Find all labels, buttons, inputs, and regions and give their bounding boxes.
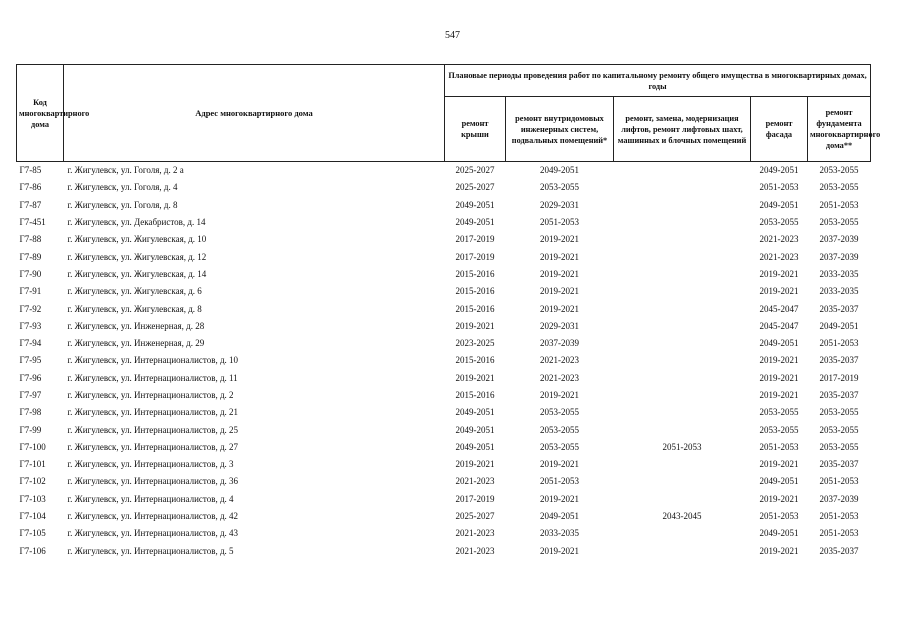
row-address: г. Жигулевск, ул. Интернационалистов, д. 10 xyxy=(67,355,239,366)
row-code: Г7-93 xyxy=(19,320,42,331)
header-systems: ремонт внутридомовых инженерных систем, подвальных помещений* xyxy=(506,97,614,162)
row-lifts-period xyxy=(614,248,751,265)
row-lifts-period xyxy=(614,283,751,300)
row-foundation-period: 2053-2055 xyxy=(819,424,859,435)
row-systems-period: 2049-2051 xyxy=(540,511,579,522)
row-systems-period: 2051-2053 xyxy=(540,476,579,487)
header-foundation: ремонт фундамента многоквартирного дома** xyxy=(808,97,871,162)
row-facade-period: 2051-2053 xyxy=(759,511,799,522)
row-lifts-period xyxy=(614,491,751,508)
row-systems-period: 2019-2021 xyxy=(540,545,579,556)
row-roof-period: 2019-2021 xyxy=(455,320,495,331)
row-code: Г7-99 xyxy=(19,424,42,435)
table-row xyxy=(17,283,871,300)
row-foundation-period: 2037-2039 xyxy=(819,234,859,245)
row-systems-period: 2053-2055 xyxy=(540,182,579,193)
row-lifts-period xyxy=(614,387,751,404)
row-facade-period: 2019-2021 xyxy=(759,286,799,297)
table-row xyxy=(17,439,871,456)
row-foundation-period: 2049-2051 xyxy=(819,320,859,331)
row-facade-period: 2019-2021 xyxy=(759,459,799,470)
row-roof-period: 2017-2019 xyxy=(455,251,495,262)
row-code: Г7-100 xyxy=(19,441,46,452)
table-row xyxy=(17,266,871,283)
row-foundation-period: 2035-2037 xyxy=(819,303,859,314)
row-address: г. Жигулевск, ул. Гоголя, д. 8 xyxy=(67,199,178,210)
row-systems-period: 2049-2051 xyxy=(540,165,579,176)
row-roof-period: 2021-2023 xyxy=(455,476,495,487)
row-address: г. Жигулевск, ул. Инженерная, д. 29 xyxy=(67,338,205,349)
row-roof-period: 2017-2019 xyxy=(455,493,495,504)
row-facade-period: 2019-2021 xyxy=(759,372,799,383)
row-systems-period: 2019-2021 xyxy=(540,303,579,314)
row-facade-period: 2045-2047 xyxy=(759,303,799,314)
table-row xyxy=(17,543,871,560)
row-facade-period: 2019-2021 xyxy=(759,545,799,556)
row-foundation-period: 2051-2053 xyxy=(819,511,859,522)
row-systems-period: 2053-2055 xyxy=(540,424,579,435)
header-lifts: ремонт, замена, модернизация лифтов, ремонт лифтовых шахт, машинных и блочных помещений xyxy=(614,97,751,162)
row-systems-period: 2053-2055 xyxy=(540,407,579,418)
row-address: г. Жигулевск, ул. Интернационалистов, д. 4 xyxy=(67,493,234,504)
table-row xyxy=(17,473,871,490)
row-code: Г7-88 xyxy=(19,234,42,245)
row-roof-period: 2021-2023 xyxy=(455,545,495,556)
row-roof-period: 2049-2051 xyxy=(455,407,495,418)
row-roof-period: 2021-2023 xyxy=(455,528,495,539)
row-address: г. Жигулевск, ул. Жигулевская, д. 10 xyxy=(67,234,207,245)
row-code: Г7-103 xyxy=(19,493,46,504)
row-roof-period: 2019-2021 xyxy=(455,372,495,383)
table-row xyxy=(17,197,871,214)
table-row xyxy=(17,456,871,473)
row-foundation-period: 2053-2055 xyxy=(819,165,859,176)
row-roof-period: 2049-2051 xyxy=(455,217,495,228)
table-row xyxy=(17,404,871,421)
row-lifts-period xyxy=(614,370,751,387)
header-planned-periods: Плановые периоды проведения работ по капитальному ремонту общего имущества в многоквартирных домах, годы xyxy=(445,65,871,97)
row-roof-period: 2049-2051 xyxy=(455,424,495,435)
row-foundation-period: 2053-2055 xyxy=(819,441,859,452)
row-address: г. Жигулевск, ул. Жигулевская, д. 8 xyxy=(67,303,202,314)
row-systems-period: 2029-2031 xyxy=(540,320,579,331)
row-lifts-period xyxy=(614,179,751,196)
row-facade-period: 2045-2047 xyxy=(759,320,799,331)
table-row xyxy=(17,231,871,248)
table-row xyxy=(17,162,871,180)
row-lifts-period xyxy=(614,300,751,317)
row-foundation-period: 2051-2053 xyxy=(819,199,859,210)
row-lifts-period xyxy=(614,266,751,283)
table-row xyxy=(17,508,871,525)
row-foundation-period: 2051-2053 xyxy=(819,476,859,487)
row-code: Г7-90 xyxy=(19,268,42,279)
row-systems-period: 2019-2021 xyxy=(540,251,579,262)
row-systems-period: 2019-2021 xyxy=(540,286,579,297)
row-code: Г7-102 xyxy=(19,476,46,487)
row-systems-period: 2019-2021 xyxy=(540,390,579,400)
row-code: Г7-451 xyxy=(19,217,46,228)
row-roof-period: 2019-2021 xyxy=(455,459,495,470)
table-row xyxy=(17,248,871,265)
row-address: г. Жигулевск, ул. Инженерная, д. 28 xyxy=(67,320,205,331)
row-roof-period: 2025-2027 xyxy=(455,182,495,193)
row-facade-period: 2053-2055 xyxy=(759,217,799,228)
table-header xyxy=(17,65,881,162)
row-foundation-period: 2037-2039 xyxy=(819,493,859,504)
row-lifts-period xyxy=(614,231,751,248)
row-code: Г7-94 xyxy=(19,338,42,349)
row-foundation-period: 2035-2037 xyxy=(819,390,859,400)
header-roof: ремонт крыши xyxy=(445,97,506,162)
header-code: Код многоквартирного дома xyxy=(17,65,64,162)
row-lifts-period: 2051-2053 xyxy=(662,441,702,452)
row-foundation-period: 2017-2019 xyxy=(819,372,859,383)
row-address: г. Жигулевск, ул. Интернационалистов, д. 25 xyxy=(67,424,239,435)
row-code: Г7-101 xyxy=(19,459,46,470)
row-address: г. Жигулевск, ул. Гоголя, д. 2 а xyxy=(67,165,184,176)
table-row xyxy=(17,318,871,335)
row-address: г. Жигулевск, ул. Интернационалистов, д. 11 xyxy=(67,372,238,383)
row-lifts-period xyxy=(614,335,751,352)
row-facade-period: 2021-2023 xyxy=(759,251,799,262)
row-facade-period: 2049-2051 xyxy=(759,528,799,539)
row-roof-period: 2015-2016 xyxy=(455,355,495,366)
table-body xyxy=(17,162,871,560)
table-row xyxy=(17,370,871,387)
row-lifts-period xyxy=(614,543,751,560)
row-foundation-period: 2033-2035 xyxy=(819,286,859,297)
row-lifts-period xyxy=(614,352,751,369)
row-foundation-period: 2051-2053 xyxy=(819,528,859,539)
table-row xyxy=(17,214,871,231)
table-row xyxy=(17,300,871,317)
row-address: г. Жигулевск, ул. Интернационалистов, д. 3 xyxy=(67,459,234,470)
row-foundation-period: 2033-2035 xyxy=(819,268,859,279)
repair-schedule-table xyxy=(16,64,881,560)
row-systems-period: 2051-2053 xyxy=(540,217,579,228)
row-systems-period: 2021-2023 xyxy=(540,372,579,383)
table-row xyxy=(17,491,871,508)
row-code: Г7-86 xyxy=(19,182,42,193)
row-foundation-period: 2035-2037 xyxy=(819,355,859,366)
row-facade-period: 2019-2021 xyxy=(759,355,799,366)
row-systems-period: 2019-2021 xyxy=(540,459,579,470)
row-facade-period: 2049-2051 xyxy=(759,199,799,210)
row-systems-period: 2019-2021 xyxy=(540,268,579,279)
row-lifts-period xyxy=(614,456,751,473)
row-foundation-period: 2051-2053 xyxy=(819,338,859,349)
row-roof-period: 2015-2016 xyxy=(455,390,495,400)
row-lifts-period: 2043-2045 xyxy=(662,511,702,522)
row-roof-period: 2015-2016 xyxy=(455,303,495,314)
row-systems-period: 2053-2055 xyxy=(540,441,579,452)
row-facade-period: 2049-2051 xyxy=(759,165,799,176)
row-systems-period: 2019-2021 xyxy=(540,234,579,245)
row-code: Г7-98 xyxy=(19,407,42,418)
row-code: Г7-92 xyxy=(19,303,42,314)
row-facade-period: 2049-2051 xyxy=(759,476,799,487)
row-foundation-period: 2037-2039 xyxy=(819,251,859,262)
header-facade: ремонт фасада xyxy=(751,97,808,162)
row-address: г. Жигулевск, ул. Интернационалистов, д. 2 xyxy=(67,390,234,400)
row-address: г. Жигулевск, ул. Интернационалистов, д. 21 xyxy=(67,407,239,418)
row-facade-period: 2019-2021 xyxy=(759,268,799,279)
row-address: г. Жигулевск, ул. Интернационалистов, д. 43 xyxy=(67,528,239,539)
row-address: г. Жигулевск, ул. Гоголя, д. 4 xyxy=(67,182,178,193)
row-roof-period: 2017-2019 xyxy=(455,234,495,245)
row-roof-period: 2025-2027 xyxy=(455,511,495,522)
row-facade-period: 2049-2051 xyxy=(759,338,799,349)
row-address: г. Жигулевск, ул. Интернационалистов, д. 5 xyxy=(67,545,234,556)
row-lifts-period xyxy=(614,473,751,490)
table-row xyxy=(17,352,871,369)
table-row xyxy=(17,387,871,404)
row-foundation-period: 2053-2055 xyxy=(819,217,859,228)
row-address: г. Жигулевск, ул. Жигулевская, д. 12 xyxy=(67,251,207,262)
row-roof-period: 2023-2025 xyxy=(455,338,495,349)
table-row xyxy=(17,421,871,438)
row-code: Г7-96 xyxy=(19,372,42,383)
row-facade-period: 2019-2021 xyxy=(759,390,799,400)
row-facade-period: 2053-2055 xyxy=(759,407,799,418)
row-foundation-period: 2035-2037 xyxy=(819,545,859,556)
row-address: г. Жигулевск, ул. Интернационалистов, д. 36 xyxy=(67,476,239,487)
row-facade-period: 2051-2053 xyxy=(759,182,799,193)
row-lifts-period xyxy=(614,214,751,231)
row-facade-period: 2019-2021 xyxy=(759,493,799,504)
row-lifts-period xyxy=(614,318,751,335)
row-lifts-period xyxy=(614,525,751,542)
row-roof-period: 2049-2051 xyxy=(455,199,495,210)
table-row xyxy=(17,525,871,542)
table-row xyxy=(17,335,871,352)
row-roof-period: 2015-2016 xyxy=(455,268,495,279)
row-lifts-period xyxy=(614,197,751,214)
row-address: г. Жигулевск, ул. Интернационалистов, д. 42 xyxy=(67,511,239,522)
row-facade-period: 2053-2055 xyxy=(759,424,799,435)
row-address: г. Жигулевск, ул. Жигулевская, д. 14 xyxy=(67,268,207,279)
row-code: Г7-104 xyxy=(19,511,46,522)
row-foundation-period: 2053-2055 xyxy=(819,407,859,418)
row-code: Г7-91 xyxy=(19,286,42,297)
row-lifts-period xyxy=(614,404,751,421)
row-lifts-period xyxy=(614,162,751,180)
row-systems-period: 2029-2031 xyxy=(540,199,579,210)
row-roof-period: 2025-2027 xyxy=(455,165,495,176)
row-foundation-period: 2035-2037 xyxy=(819,459,859,470)
header-address: Адрес многоквартирного дома xyxy=(64,65,445,162)
row-systems-period: 2019-2021 xyxy=(540,493,579,504)
row-code: Г7-89 xyxy=(19,251,42,262)
row-roof-period: 2015-2016 xyxy=(455,286,495,297)
row-systems-period: 2033-2035 xyxy=(540,528,579,539)
row-facade-period: 2021-2023 xyxy=(759,234,799,245)
row-lifts-period xyxy=(614,421,751,438)
repair-schedule-table-container xyxy=(16,64,881,560)
row-code: Г7-85 xyxy=(19,165,42,176)
row-code: Г7-95 xyxy=(19,355,42,366)
row-code: Г7-106 xyxy=(19,545,46,556)
row-systems-period: 2037-2039 xyxy=(540,338,579,349)
row-address: г. Жигулевск, ул. Декабристов, д. 14 xyxy=(67,217,206,228)
row-address: г. Жигулевск, ул. Жигулевская, д. 6 xyxy=(67,286,202,297)
row-roof-period: 2049-2051 xyxy=(455,441,495,452)
row-address: г. Жигулевск, ул. Интернационалистов, д. 27 xyxy=(67,441,239,452)
page-number: 547 xyxy=(445,30,460,41)
row-foundation-period: 2053-2055 xyxy=(819,182,859,193)
row-code: Г7-87 xyxy=(19,199,42,210)
row-code: Г7-105 xyxy=(19,528,46,539)
row-systems-period: 2021-2023 xyxy=(540,355,579,366)
row-code: Г7-97 xyxy=(19,390,42,400)
table-row xyxy=(17,179,871,196)
row-facade-period: 2051-2053 xyxy=(759,441,799,452)
